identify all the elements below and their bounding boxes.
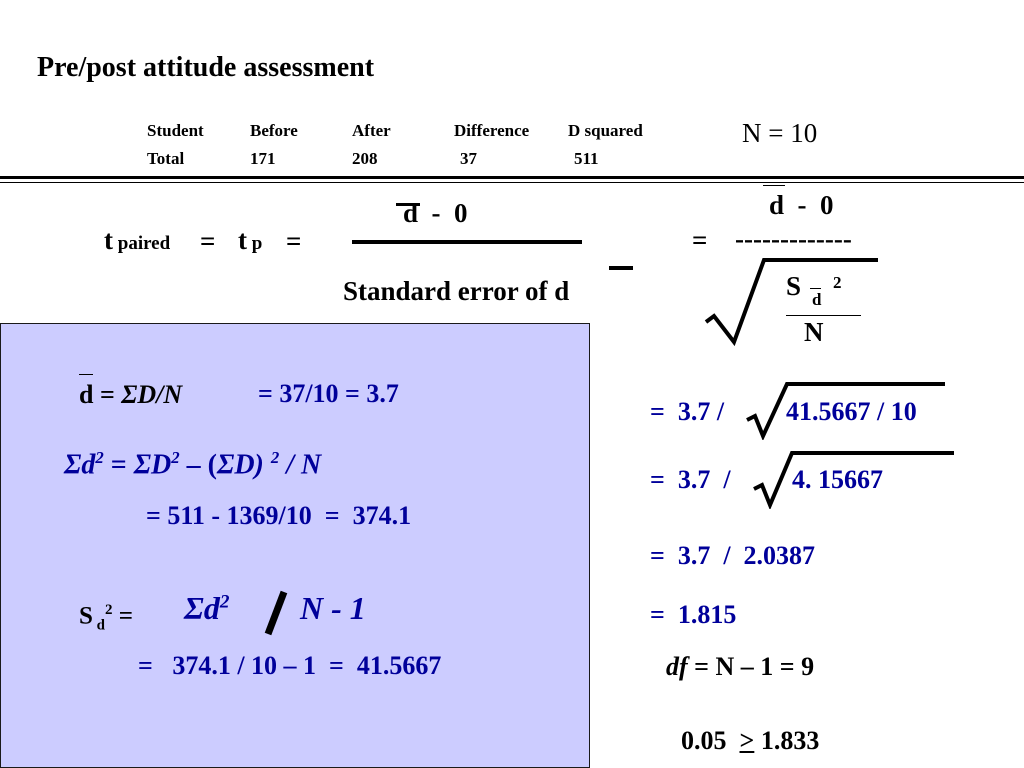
n-symbol: N: [804, 317, 824, 347]
s-sub-overline: [810, 288, 821, 289]
table-total-label: Total: [147, 149, 185, 168]
equals-2: =: [286, 226, 302, 256]
table-header-after: After: [352, 121, 391, 140]
sd-squared-value: = 374.1 / 10 – 1 = 41.5667: [138, 651, 442, 680]
sd-squared-formula: $\Sigma d^2$: [184, 590, 230, 626]
dbar-definition: d = ΣD/N: [79, 380, 183, 409]
slide-title: Pre/post attitude assessment: [37, 52, 375, 83]
table-total-d-squared: 511: [574, 149, 599, 168]
divider-thick: [0, 176, 1024, 179]
calc-line-2-radicand: 4. 15667: [792, 465, 883, 494]
equals-1: =: [200, 226, 216, 256]
numerator-2: d - 0: [769, 190, 834, 220]
table-header-before: Before: [250, 121, 298, 140]
d-bar-overline-2: [763, 185, 785, 186]
table-header-student: Student: [147, 121, 204, 140]
denominator-d-overline: [609, 266, 633, 270]
s-sub-d: d: [812, 290, 822, 309]
critical-value: 0.05 > 1.833: [681, 726, 820, 755]
t-paired-symbol: t paired: [104, 225, 171, 255]
calc-line-4: = 1.815: [650, 600, 737, 629]
numerator: d - 0: [403, 198, 468, 228]
table-header-d-squared: D squared: [568, 121, 643, 140]
divider-thin: [0, 182, 1024, 183]
equals-3: =: [692, 225, 708, 255]
sd-n-minus-1: N - 1: [300, 590, 366, 626]
fraction-bar: [352, 240, 582, 244]
inner-fraction-bar: [786, 315, 861, 316]
s-sup-2: 2: [833, 273, 842, 292]
table-total-after: 208: [352, 149, 378, 168]
degrees-of-freedom: df = N – 1 = 9: [666, 652, 815, 681]
sum-d-squared-value: = 511 - 1369/10 = 374.1: [146, 501, 412, 530]
table-header-difference: Difference: [454, 121, 530, 140]
denominator: Standard error of d: [343, 276, 570, 306]
t-p-symbol: t p: [238, 225, 263, 255]
table-total-before: 171: [250, 149, 276, 168]
n-label: N = 10: [742, 118, 818, 148]
sum-d-squared-formula: $\Sigma d^2 = \Sigma D^2 - (\Sigma D)$ $^2$ / N: [64, 448, 322, 481]
dashed-fraction-bar: -------------: [735, 224, 852, 254]
calc-line-1-radicand: 41.5667 / 10: [786, 397, 917, 426]
calc-line-3: = 3.7 / 2.0387: [650, 541, 816, 570]
division-slash: [260, 588, 290, 638]
calc-line-2: = 3.7 /: [650, 465, 731, 494]
dbar-overline-panel: [79, 374, 93, 375]
s-d-squared: S: [786, 271, 802, 301]
dbar-value: = 37/10 = 3.7: [258, 379, 399, 408]
sd-squared-label: S $_d^2$ =: [79, 602, 133, 634]
calc-line-1: = 3.7 /: [650, 397, 725, 426]
table-total-difference: 37: [460, 149, 477, 168]
